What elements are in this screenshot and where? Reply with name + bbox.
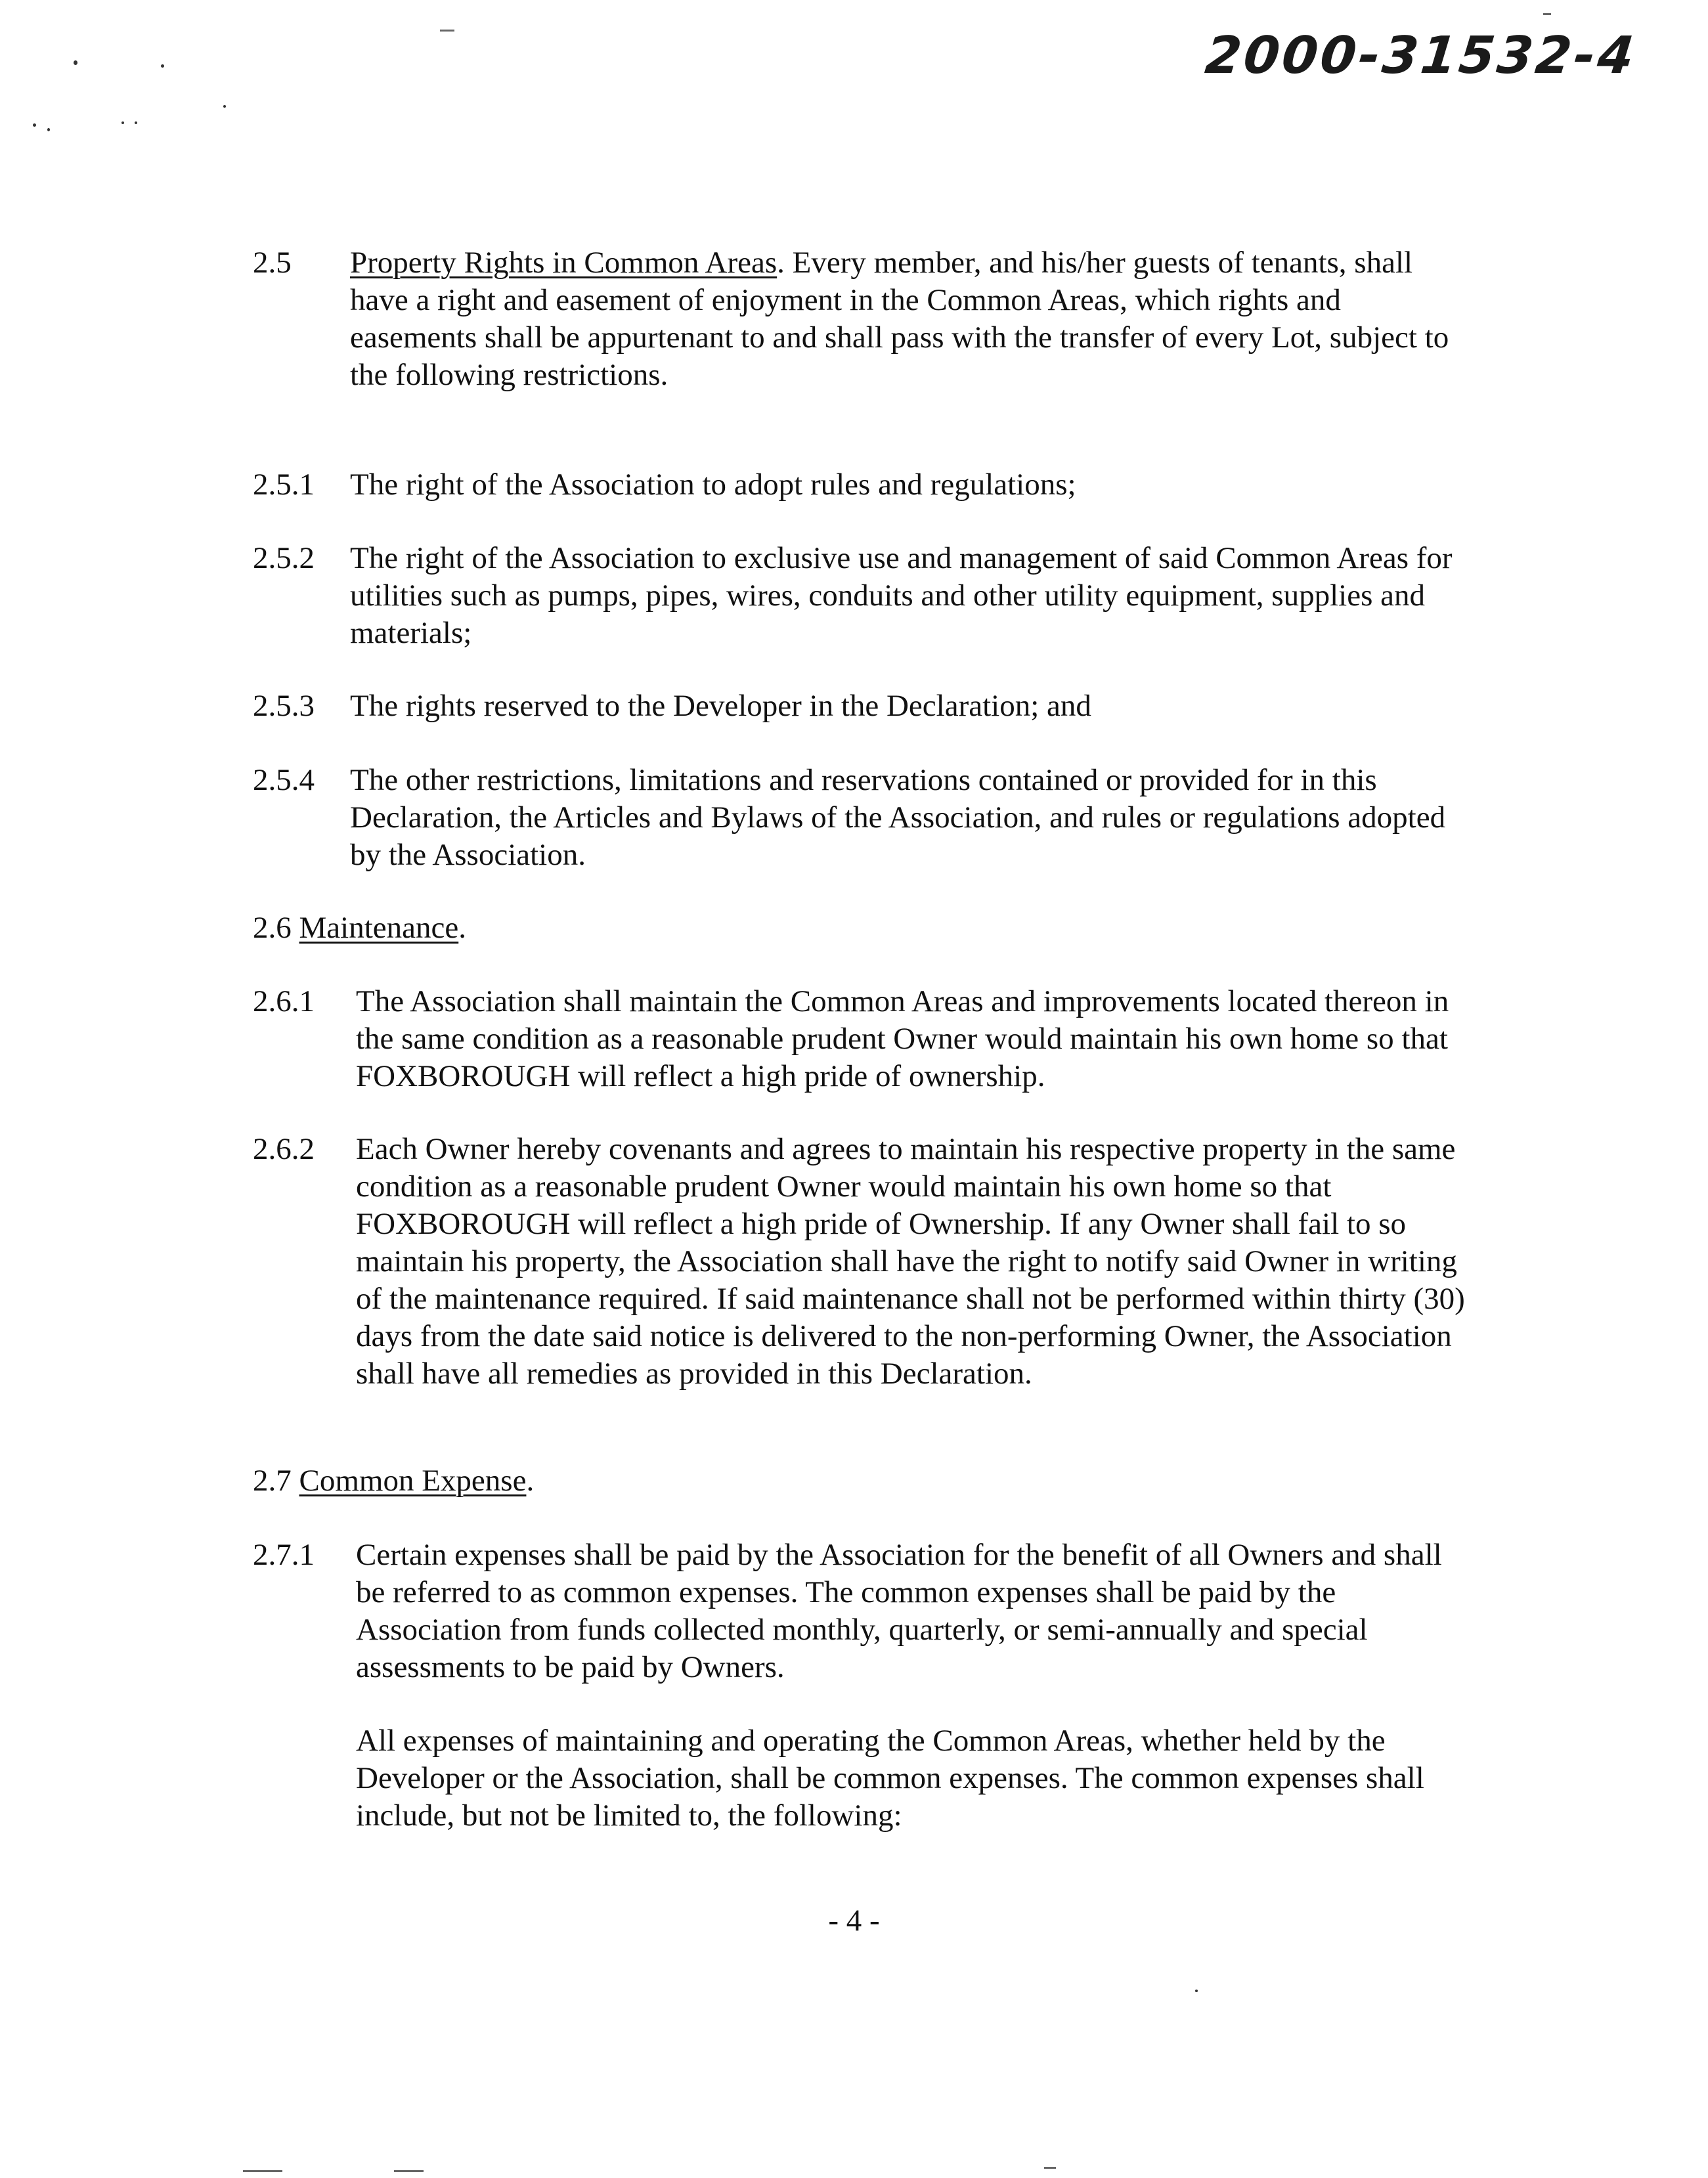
scan-speck bbox=[74, 60, 77, 65]
section-text: Each Owner hereby covenants and agrees to maintain his respective property in the same condition as a reasonable prudent Owner would maintain his own home so that FOXBOROUGH will reflect a high pride of Ownership. If any Owner shall fail to so maintain his property, the Association shall have the right to notify said Owner in writing of the maintenance required. If said maintenance shall not be performed within thirty (30) days from the date said notice is delivered to the non-performing Owner, the Association shall have all remedies as provided in this Declaration. bbox=[356, 1132, 1465, 1391]
scan-speck bbox=[121, 121, 124, 124]
page-number: - 4 - bbox=[828, 1904, 880, 1938]
section-text: The right of the Association to adopt rules and regulations; bbox=[350, 468, 1076, 502]
section-2-5 bbox=[253, 244, 1468, 394]
scan-mark bbox=[243, 2170, 282, 2172]
scan-speck bbox=[161, 64, 164, 68]
section-text: The other restrictions, limitations and reservations contained or provided for in this Declaration, the Articles and Bylaws of the Association, and rules or regulations adopted by the Association. bbox=[350, 763, 1446, 872]
section-number: 2.6.1 bbox=[253, 984, 315, 1018]
section-2-5-3 bbox=[253, 687, 1468, 725]
section-number: 2.6 bbox=[253, 911, 292, 945]
section-title: Common Expense bbox=[299, 1464, 527, 1498]
section-2-5-4 bbox=[253, 762, 1468, 874]
section-number: 2.5.4 bbox=[253, 763, 315, 797]
section-text: The Association shall maintain the Common Areas and improvements located thereon in the same condition as a reasonable prudent Owner would maintain his own home so that FOXBOROUGH will reflect a high pride of ownership. bbox=[356, 984, 1449, 1093]
section-number: 2.5 bbox=[253, 246, 292, 280]
section-2-6-1 bbox=[253, 983, 1468, 1095]
scan-mark bbox=[1044, 2167, 1056, 2169]
scan-speck bbox=[47, 128, 50, 131]
section-number: 2.5.3 bbox=[253, 689, 315, 723]
section-2-6-2 bbox=[253, 1131, 1468, 1393]
section-number: 2.6.2 bbox=[253, 1132, 315, 1166]
section-number: 2.7.1 bbox=[253, 1538, 315, 1572]
scan-mark bbox=[394, 2170, 424, 2172]
section-title: Property Rights in Common Areas bbox=[350, 246, 777, 280]
section-title: Maintenance bbox=[299, 911, 459, 945]
section-text: All expenses of maintaining and operating the Common Areas, whether held by the Developer or the Association, shall be common expenses. The common expenses shall include, but not be limited to, the following: bbox=[356, 1724, 1424, 1833]
section-text: Every member, and his/her guests of tenants, shall have a right and easement of enjoyment in the Common Areas, which rights and easements shall be appurtenant to and shall pass with the transfer of every Lot, subject to the following restrictions. bbox=[350, 246, 1449, 392]
section-body: Property Rights in Common Areas. Every member, and his/her guests of tenants, shall have a right and easement of enjoyment in the Common Areas, which rights and easements shall be appurtenant to and shall pass with the transfer of every Lot, subject to the following restrictions. bbox=[350, 246, 1449, 392]
section-text: Certain expenses shall be paid by the Association for the benefit of all Owners and shall be referred to as common expenses. The common expenses shall be paid by the Association from funds collected monthly, quarterly, or semi-annually and special assessments to be paid by Owners. bbox=[356, 1538, 1442, 1684]
section-2-7: 2.7 Common Expense. bbox=[253, 1464, 535, 1498]
document-number: 2000-31532-4 bbox=[1202, 26, 1639, 85]
scan-speck bbox=[135, 121, 137, 124]
scan-mark bbox=[1543, 13, 1551, 15]
section-2-6: 2.6 Maintenance. bbox=[253, 911, 466, 945]
section-2-7-1-continued bbox=[253, 1722, 1468, 1835]
scan-speck bbox=[1195, 1990, 1198, 1992]
section-2-5-2 bbox=[253, 540, 1468, 652]
section-2-5-1 bbox=[253, 466, 1468, 504]
section-text: The right of the Association to exclusive use and management of said Common Areas for utilities such as pumps, pipes, wires, conduits and other utility equipment, supplies and materials; bbox=[350, 541, 1453, 650]
section-number: 2.5.2 bbox=[253, 541, 315, 575]
scan-speck bbox=[33, 123, 36, 127]
section-text: The rights reserved to the Developer in the Declaration; and bbox=[350, 689, 1091, 723]
section-2-7-1 bbox=[253, 1536, 1468, 1686]
section-number: 2.7 bbox=[253, 1464, 292, 1498]
section-number: 2.5.1 bbox=[253, 468, 315, 502]
scan-mark bbox=[440, 30, 454, 32]
scan-speck bbox=[223, 105, 226, 108]
